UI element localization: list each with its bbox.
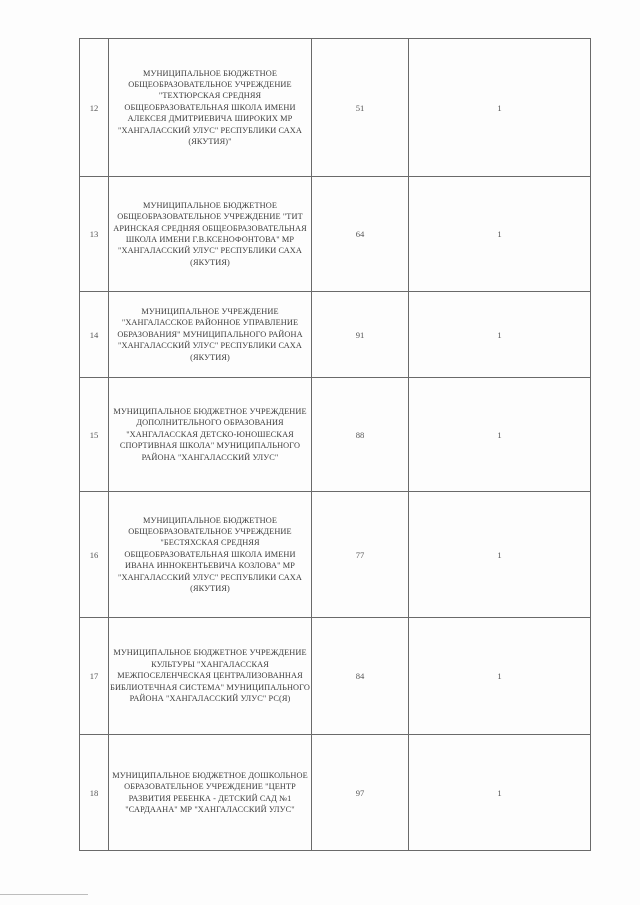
organization-code: 91 bbox=[312, 292, 409, 378]
organization-name: МУНИЦИПАЛЬНОЕ УЧРЕЖДЕНИЕ "ХАНГАЛАССКОЕ РАЙОННОЕ УПРАВЛЕНИЕ ОБРАЗОВАНИЯ" МУНИЦИПАЛЬНОГО РАЙОНА "ХАНГАЛАССКИЙ УЛУС" РЕСПУБЛИКИ САХА (ЯКУТИЯ) bbox=[109, 292, 312, 378]
row-number: 17 bbox=[80, 618, 109, 735]
unit-count: 1 bbox=[409, 735, 591, 851]
unit-count: 1 bbox=[409, 492, 591, 618]
organization-code: 51 bbox=[312, 39, 409, 177]
organization-code: 84 bbox=[312, 618, 409, 735]
table-row bbox=[80, 735, 591, 851]
row-number: 15 bbox=[80, 378, 109, 492]
organization-code: 64 bbox=[312, 177, 409, 292]
table-row bbox=[80, 177, 591, 292]
unit-count: 1 bbox=[409, 378, 591, 492]
unit-count: 1 bbox=[409, 177, 591, 292]
unit-count: 1 bbox=[409, 292, 591, 378]
row-number: 13 bbox=[80, 177, 109, 292]
table-row bbox=[80, 492, 591, 618]
row-number: 18 bbox=[80, 735, 109, 851]
organization-name: МУНИЦИПАЛЬНОЕ БЮДЖЕТНОЕ УЧРЕЖДЕНИЕ ДОПОЛНИТЕЛЬНОГО ОБРАЗОВАНИЯ "ХАНГАЛАССКАЯ ДЕТСКО-ЮНОШЕСКАЯ СПОРТИВНАЯ ШКОЛА" МУНИЦИПАЛЬНОГО РАЙОНА "ХАНГАЛАССКИЙ УЛУС" bbox=[109, 378, 312, 492]
organization-name: МУНИЦИПАЛЬНОЕ БЮДЖЕТНОЕ ОБЩЕОБРАЗОВАТЕЛЬНОЕ УЧРЕЖДЕНИЕ "ТЕХТЮРСКАЯ СРЕДНЯЯ ОБЩЕОБРАЗОВАТЕЛЬНАЯ ШКОЛА ИМЕНИ АЛЕКСЕЯ ДМИТРИЕВИЧА ШИРОКИХ МР "ХАНГАЛАССКИЙ УЛУС" РЕСПУБЛИКИ САХА (ЯКУТИЯ)" bbox=[109, 39, 312, 177]
registry-table bbox=[79, 38, 591, 851]
row-number: 14 bbox=[80, 292, 109, 378]
organization-name: МУНИЦИПАЛЬНОЕ БЮДЖЕТНОЕ ОБЩЕОБРАЗОВАТЕЛЬНОЕ УЧРЕЖДЕНИЕ "БЕСТЯХСКАЯ СРЕДНЯЯ ОБЩЕОБРАЗОВАТЕЛЬНАЯ ШКОЛА ИМЕНИ ИВАНА ИННОКЕНТЬЕВИЧА КОЗЛОВА" МР "ХАНГАЛАССКИЙ УЛУС" РЕСПУБЛИКИ САХА (ЯКУТИЯ) bbox=[109, 492, 312, 618]
table-row bbox=[80, 378, 591, 492]
table-row bbox=[80, 292, 591, 378]
row-number: 16 bbox=[80, 492, 109, 618]
organization-name: МУНИЦИПАЛЬНОЕ БЮДЖЕТНОЕ ОБЩЕОБРАЗОВАТЕЛЬНОЕ УЧРЕЖДЕНИЕ "ТИТ АРИНСКАЯ СРЕДНЯЯ ОБЩЕОБРАЗОВАТЕЛЬНАЯ ШКОЛА ИМЕНИ Г.В.КСЕНОФОНТОВА" МР "ХАНГАЛАССКИЙ УЛУС" РЕСПУБЛИКИ САХА (ЯКУТИЯ) bbox=[109, 177, 312, 292]
unit-count: 1 bbox=[409, 618, 591, 735]
table-row bbox=[80, 39, 591, 177]
table-row bbox=[80, 618, 591, 735]
unit-count: 1 bbox=[409, 39, 591, 177]
organization-code: 77 bbox=[312, 492, 409, 618]
organization-code: 88 bbox=[312, 378, 409, 492]
page-divider bbox=[0, 894, 88, 895]
row-number: 12 bbox=[80, 39, 109, 177]
organization-name: МУНИЦИПАЛЬНОЕ БЮДЖЕТНОЕ ДОШКОЛЬНОЕ ОБРАЗОВАТЕЛЬНОЕ УЧРЕЖДЕНИЕ "ЦЕНТР РАЗВИТИЯ РЕБЕНКА - ДЕТСКИЙ САД №1 "САРДААНА" МР "ХАНГАЛАССКИЙ УЛУС" bbox=[109, 735, 312, 851]
organization-name: МУНИЦИПАЛЬНОЕ БЮДЖЕТНОЕ УЧРЕЖДЕНИЕ КУЛЬТУРЫ "ХАНГАЛАССКАЯ МЕЖПОСЕЛЕНЧЕСКАЯ ЦЕНТРАЛИЗОВАННАЯ БИБЛИОТЕЧНАЯ СИСТЕМА" МУНИЦИПАЛЬНОГО РАЙОНА "ХАНГАЛАССКИЙ УЛУС" РС(Я) bbox=[109, 618, 312, 735]
organization-code: 97 bbox=[312, 735, 409, 851]
